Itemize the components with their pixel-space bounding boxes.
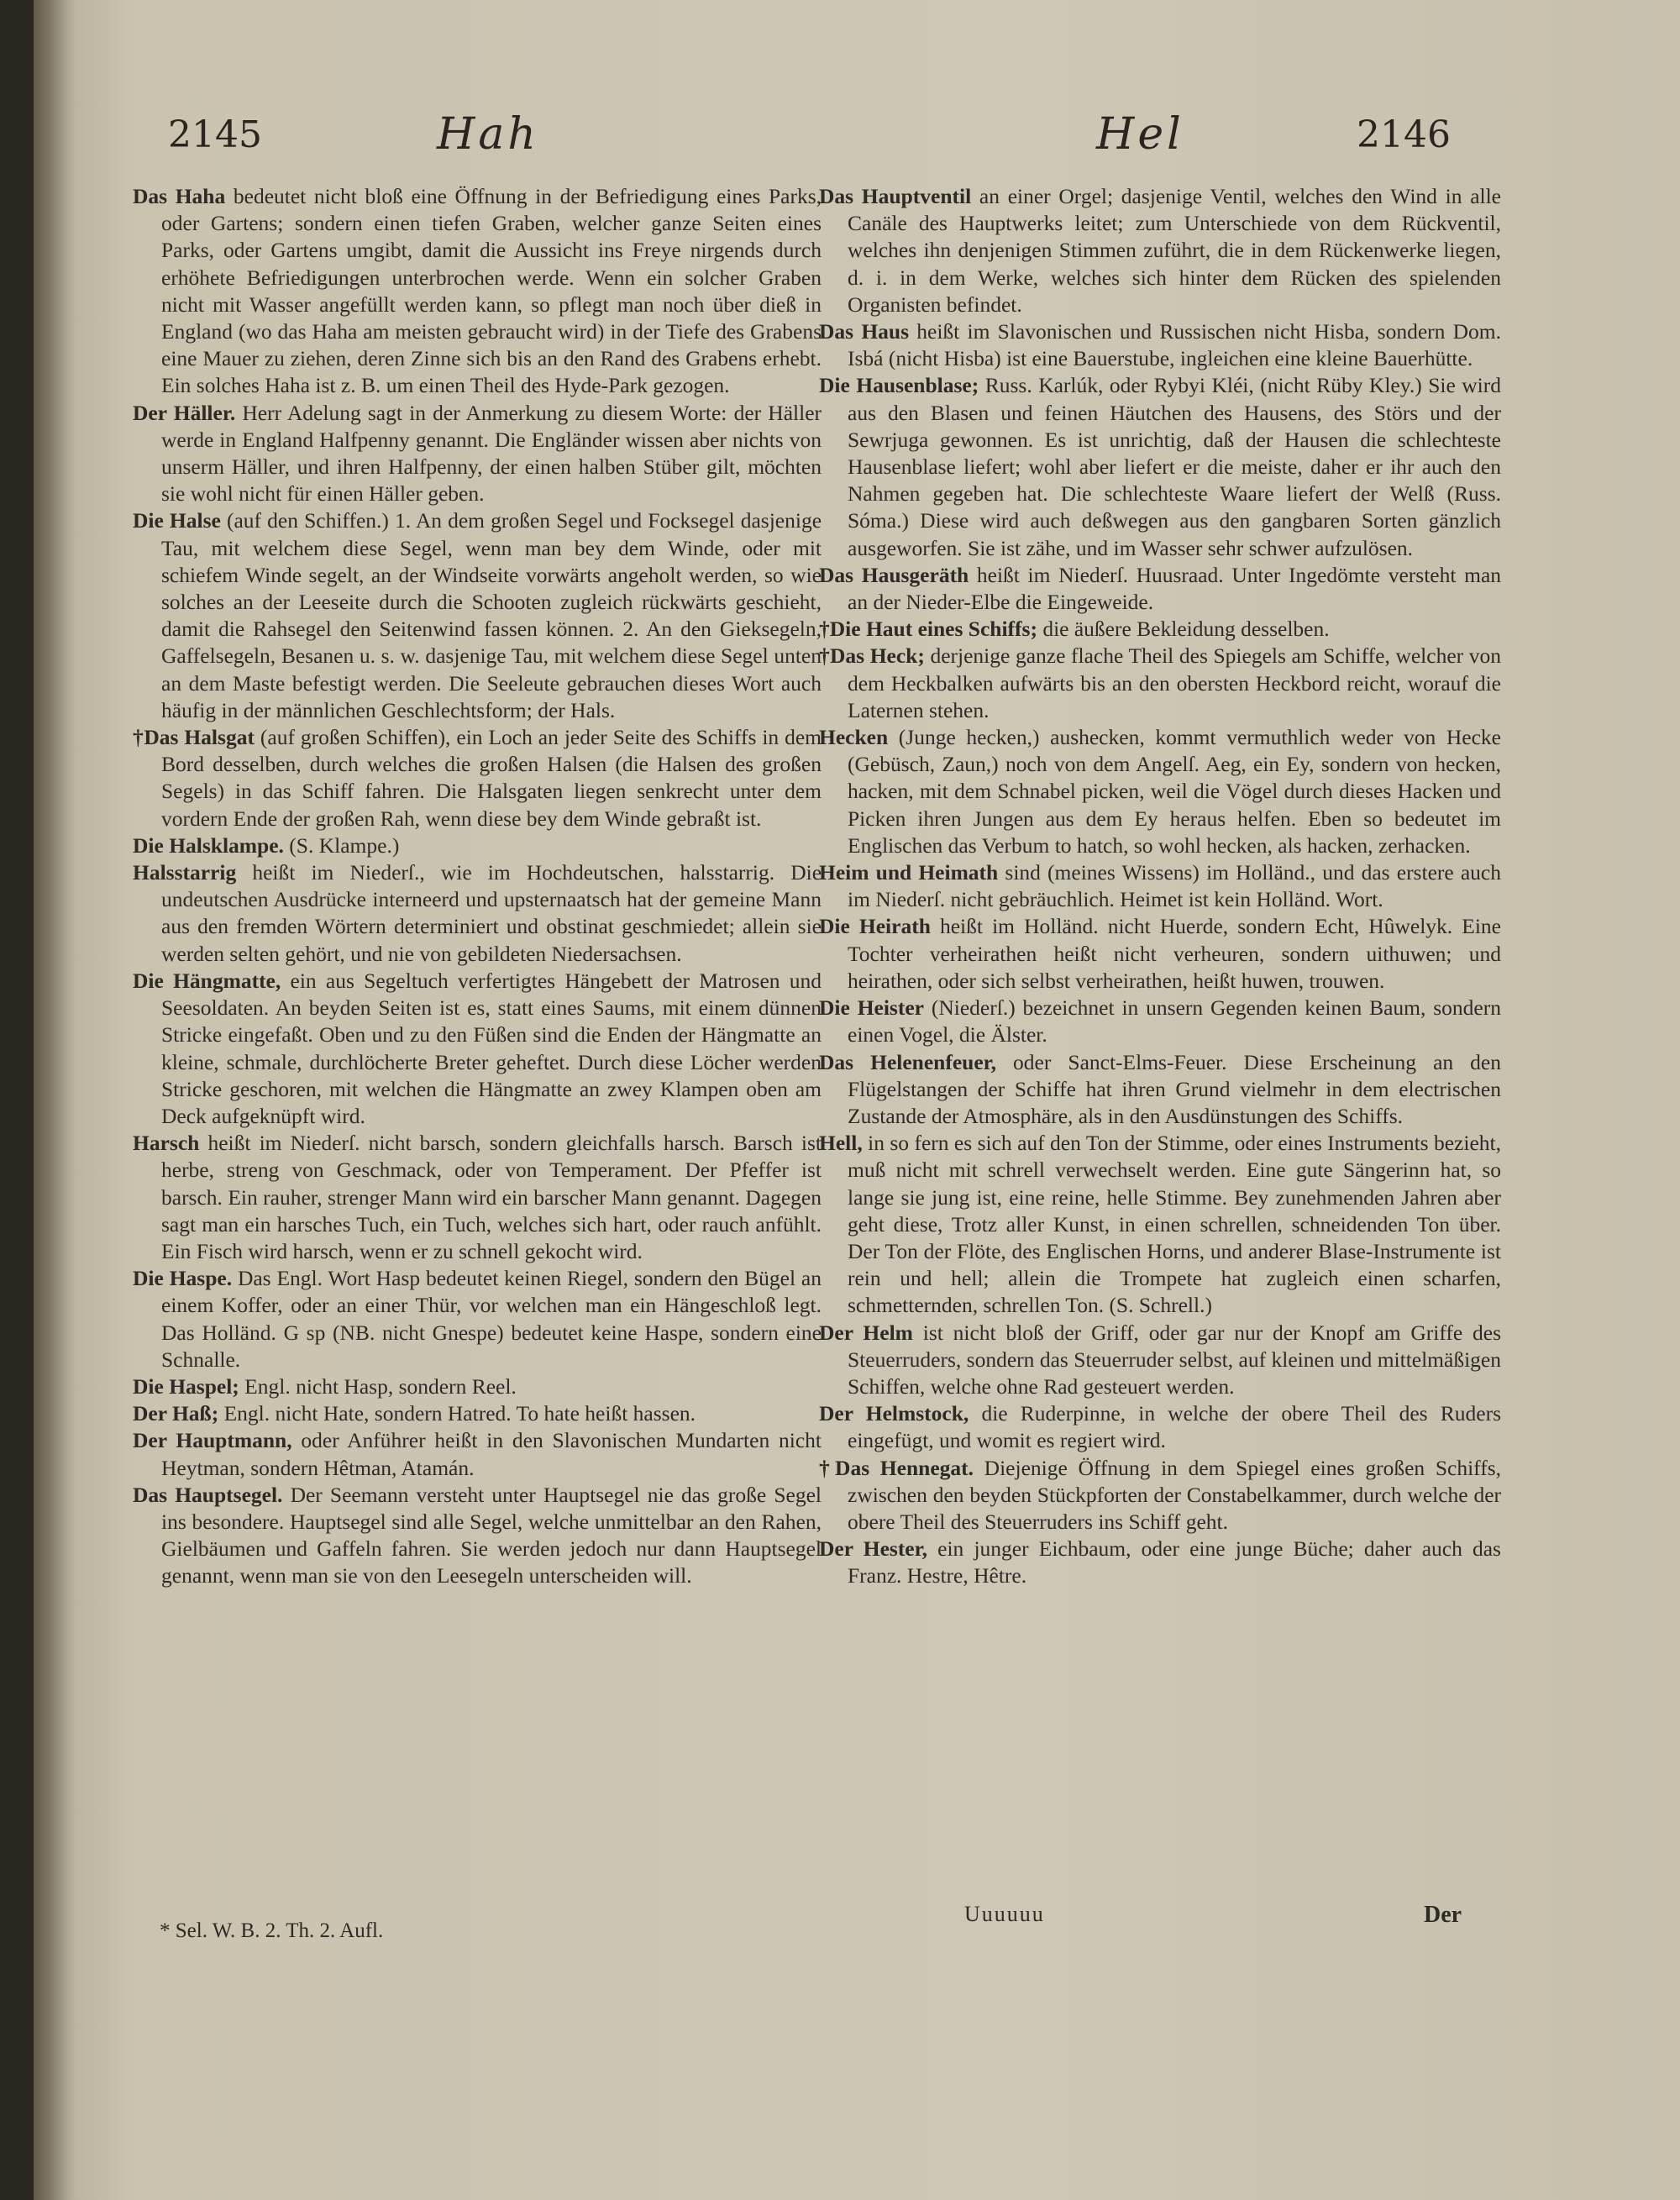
- dictionary-entry: [133, 1265, 822, 1373]
- entry-text: die äußere Bekleidung desselben.: [1042, 617, 1330, 642]
- entry-text: die Ruderpinne, in welche der obere Theil des Ruders eingefügt, und womit es regiert wird.: [848, 1401, 1501, 1453]
- footnote: * Sel. W. B. 2. Th. 2. Aufl.: [160, 1919, 384, 1942]
- entry-headword: Das Haus: [819, 319, 910, 344]
- right-running-head: Hel: [1096, 109, 1184, 160]
- dictionary-entry: [133, 968, 822, 1130]
- entry-text: oder Sanct-Elms-Feuer. Diese Erscheinung an den Flügelstangen der Schiffe hat ihren Grund vielmehr in dem electrischen Zustande der Atmosphäre, als in den Ausdünstungen des Schiffs.: [848, 1049, 1501, 1128]
- entry-headword: Der Hauptmann,: [133, 1428, 292, 1453]
- entry-headword: Der Helm: [819, 1320, 913, 1345]
- entry-headword: Die Haspe.: [133, 1266, 233, 1291]
- entry-headword: Die Heirath: [819, 914, 931, 939]
- entry-headword: Die Halse: [133, 508, 221, 533]
- left-column: [133, 183, 822, 1590]
- entry-text: Das Engl. Wort Hasp bedeutet keinen Riegel, sondern den Bügel an einem Koffer, oder an einer Thür, vor welchen man ein Hängeschloß legt. Das Holländ. G sp (NB. nicht Gnespe) bedeutet keine Haspe, sondern eine Schnalle.: [161, 1266, 822, 1372]
- dictionary-entry: [133, 183, 822, 400]
- entry-text: sind (meines Wissens) im Holländ., und das erstere auch im Niederſ. nicht gebräuchlich. Heimet ist kein Holländ. Wort.: [848, 860, 1501, 912]
- entry-text: (auf den Schiffen.) 1. An dem großen Segel und Focksegel dasjenige Tau, mit welchem diese Segel, wenn man bey dem Winde, oder mit schiefem Winde segelt, an der Windseite vorwärts angeholt werden, so wie solches an der Leeseite durch die Schooten zugleich rückwärts geschieht, damit die Rahsegel den Seitenwind fassen können. 2. An den Gieksegeln, Gaffelsegeln, Besanen u. s. w. dasjenige Tau, mit welchem diese Segel unten an dem Maste befestigt werden. Die Seeleute gebrauchen dieses Wort auch häufig in der männlichen Geschlechtsform; der Hals.: [161, 508, 822, 722]
- signature-mark: Uuuuuu: [964, 1902, 1045, 1926]
- dictionary-entry: [133, 724, 822, 832]
- entry-text: heißt im Niederſ., wie im Hochdeutschen, halsstarrig. Die undeutschen Ausdrücke interneerd und upsternaatsch hat der gemeine Mann aus den fremden Wörtern determiniert und obstinat geschmiedet; allein sie werden selten gehört, und nie von gebildeten Niedersachsen.: [161, 860, 822, 966]
- dictionary-entry: [819, 859, 1501, 913]
- entry-headword: Halsstarrig: [133, 860, 237, 885]
- entry-headword: Der Hester,: [819, 1536, 927, 1562]
- dictionary-entry: [133, 507, 822, 724]
- right-page-number: 2146: [1357, 113, 1451, 156]
- gutter-shadow: [34, 0, 76, 2200]
- book-page: [34, 0, 1680, 2200]
- entry-text: (S. Klampe.): [289, 832, 400, 858]
- dictionary-entry: [819, 1455, 1501, 1536]
- dictionary-entry: [133, 1130, 822, 1265]
- entry-headword: †Das Halsgat: [133, 725, 255, 750]
- entry-text: an einer Orgel; dasjenige Ventil, welches den Wind in alle Canäle des Hauptwerks leitet; zum Unterschiede von dem Rückventil, welches ihn denjenigen Stimmen zuführt, die in dem Rückenwerke liegen, d. i. in dem Werke, welches sich hinter dem Rücken des spielenden Organisten befindet.: [848, 184, 1501, 317]
- dictionary-entry: [133, 1400, 822, 1427]
- dictionary-entry: [819, 1536, 1501, 1589]
- entry-text: ein junger Eichbaum, oder eine junge Büche; daher auch das Franz. Hestre, Hêtre.: [848, 1536, 1501, 1588]
- entry-headword: Die Haspel;: [133, 1373, 239, 1399]
- entry-text: oder Anführer heißt in den Slavonischen Mundarten nicht Heytman, sondern Hêtman, Atamán.: [161, 1428, 822, 1480]
- entry-headword: Die Hausenblase;: [819, 373, 979, 398]
- dictionary-entry: [819, 913, 1501, 995]
- dictionary-entry: [819, 562, 1501, 616]
- entry-text: heißt im Niederſ. nicht barsch, sondern gleichfalls harsch. Barsch ist herbe, streng von Geschmack, oder von Temperament. Der Pfeffer ist barsch. Ein rauher, strenger Mann wird ein barscher Mann genannt. Dagegen sagt man ein harsches Tuch, ein Tuch, welches sich hart, oder rauch anfühlt. Ein Fisch wird harsch, wenn er zu schnell gekocht wird.: [161, 1131, 822, 1263]
- dictionary-entry: [819, 1130, 1501, 1319]
- dictionary-entry: [819, 643, 1501, 724]
- catchword: Der: [1424, 1902, 1462, 1928]
- dictionary-entry: [133, 859, 822, 968]
- dictionary-entry: [133, 400, 822, 508]
- entry-headword: Die Hängmatte,: [133, 968, 281, 993]
- dictionary-entry: [819, 1320, 1501, 1401]
- entry-text: heißt im Slavonischen und Russischen nicht Hisba, sondern Dom. Isbá (nicht Hisba) ist eine Bauerstube, ingleichen eine kleine Bauerhütte.: [848, 319, 1502, 371]
- left-running-head: Hah: [437, 109, 539, 160]
- entry-text: Engl. nicht Hate, sondern Hatred. To hate heißt hassen.: [223, 1401, 696, 1426]
- right-column: [819, 183, 1501, 1590]
- entry-headword: Der Helmstock,: [819, 1401, 969, 1426]
- left-page-number: 2145: [168, 113, 262, 156]
- dictionary-entry: [819, 183, 1501, 318]
- entry-text: Der Seemann versteht unter Hauptsegel nie das große Segel ins besondere. Hauptsegel sind alle Segel, welche unmittelbar an den Rahen, Gielbäumen und Gaffeln fahren. Sie werden jedoch nur dann Hauptsegel genannt, wenn man sie von den Leesegeln unterscheiden will.: [161, 1482, 822, 1588]
- entry-text: ein aus Segeltuch verfertigtes Hängebett der Matrosen und Seesoldaten. An beyden Seiten ist es, statt eines Saums, mit einem dünnen Stricke eingefaßt. Oben und zu den Füßen sind die Enden der Hängmatte an kleine, schmale, durchlöcherte Breter geheftet. Durch diese Löcher werden Stricke geschoren, mit welchen die Hängmatte an zwey Klampen oben am Deck aufgeknüpft wird.: [161, 968, 822, 1128]
- entry-headword: †Die Haut eines Schiffs;: [819, 617, 1037, 642]
- entry-headword: Hell,: [819, 1131, 863, 1156]
- entry-headword: Die Halsklampe.: [133, 832, 284, 858]
- entry-headword: †Das Heck;: [819, 643, 925, 669]
- entry-text: (Junge hecken,) aushecken, kommt vermuthlich weder von Hecke (Gebüsch, Zaun,) noch von dem Angelſ. Aeg, ein Ey, sondern von hecken, hacken, mit dem Schnabel picken, weil die Vögel durch dieses Hacken und Picken ihren Jungen aus dem Ey heraus helfen. Eben so bedeutet im Englischen das Verbum to hatch, so wohl hecken, als hacken, zerhacken.: [848, 725, 1501, 858]
- entry-headword: Das Hauptventil: [819, 184, 972, 208]
- dictionary-entry: [133, 1373, 822, 1400]
- entry-headword: †Das Hennegat.: [819, 1455, 974, 1480]
- dictionary-entry: [819, 372, 1501, 561]
- entry-text: in so fern es sich auf den Ton der Stimme, oder eines Instruments bezieht, muß nicht mit schrell verwechselt werden. Eine gute Sängerinn hat, so lange sie jung ist, eine reine, helle Stimme. Bey zunehmenden Jahren aber geht diese, Trotz aller Kunst, in einen schrellen, schneidenden Ton über. Der Ton der Flöte, des Englischen Horns, und anderer Blase-Instrumente ist rein und hell; allein die Trompete hat zugleich einen scharfen, schmetternden, schrellen Ton. (S. Schrell.): [848, 1131, 1501, 1318]
- entry-text: heißt im Holländ. nicht Huerde, sondern Echt, Hûwelyk. Eine Tochter verheirathen heißt nicht verheuren, sondern uithuwen; und heirathen, oder sich selbst verheirathen, heißt huwen, trouwen.: [848, 914, 1501, 993]
- dictionary-entry: [819, 318, 1501, 372]
- entry-text: Russ. Karlúk, oder Rybyi Kléi, (nicht Rüby Kley.) Sie wird aus den Blasen und feinen Häutchen des Hausens, des Störs und der Sewrjuga gewonnen. Es ist unrichtig, daß der Hausen die schlechteste Hausenblase liefert; wohl aber liefert er die meiste, daher er ihr auch den Nahmen gegeben hat. Die schlechteste Waare liefert der Welß (Russ. Sóma.) Diese wird auch deßwegen aus den gangbaren Sorten gänzlich ausgeworfen. Sie ist zähe, und im Wasser sehr schwer aufzulösen.: [848, 373, 1501, 560]
- dictionary-entry: [133, 1482, 822, 1590]
- entry-text: Herr Adelung sagt in der Anmerkung zu diesem Worte: der Häller werde in England Halfpenny genannt. Die Engländer wissen aber nichts von unserm Häller, und ihren Halfpenny, der einen halben Stüber gilt, möchten sie wohl nicht für einen Häller geben.: [161, 400, 822, 507]
- dictionary-entry: [133, 832, 822, 859]
- entry-text: heißt im Niederſ. Huusraad. Unter Ingedömte versteht man an der Nieder-Elbe die Eingeweide.: [848, 562, 1502, 615]
- entry-text: ist nicht bloß der Griff, oder gar nur der Knopf am Griffe des Steuerruders, sondern das Steuerruder selbst, auf kleinen und mittelmäßigen Schiffen, welche ohne Rad gesteuert werden.: [848, 1320, 1502, 1399]
- entry-headword: Der Haß;: [133, 1401, 219, 1426]
- dictionary-entry: [133, 1427, 822, 1481]
- entry-headword: Hecken: [819, 725, 889, 750]
- entry-headword: Das Helenenfeuer,: [819, 1049, 997, 1074]
- entry-headword: Der Häller.: [133, 400, 236, 425]
- entry-headword: Das Hauptsegel.: [133, 1482, 283, 1507]
- entry-text: Engl. nicht Hasp, sondern Reel.: [244, 1373, 517, 1399]
- entry-headword: Das Hausgeräth: [819, 562, 969, 587]
- dictionary-entry: [819, 995, 1501, 1048]
- entry-text: (Niederſ.) bezeichnet in unsern Gegenden keinen Baum, sondern einen Vogel, die Älster.: [848, 995, 1501, 1047]
- entry-headword: Harsch: [133, 1131, 200, 1156]
- entry-headword: Die Heister: [819, 995, 924, 1021]
- entry-headword: Heim und Heimath: [819, 860, 999, 885]
- entry-headword: Das Haha: [133, 184, 226, 208]
- entry-text: Diejenige Öffnung in dem Spiegel eines großen Schiffs, zwischen den beyden Stückpforten der Constabelkammer, durch welche der obere Theil des Steuerruders ins Schiff geht.: [848, 1455, 1501, 1534]
- entry-text: (auf großen Schiffen), ein Loch an jeder Seite des Schiffs in dem Bord desselben, durch welches die großen Halsen (die Halsen des großen Segels) in das Schiff fahren. Die Halsgaten liegen senkrecht unter dem vordern Ende der großen Rah, wenn diese bey dem Winde gebraßt ist.: [161, 725, 822, 831]
- entry-text: bedeutet nicht bloß eine Öffnung in der Befriedigung eines Parks, oder Gartens; sondern einen tiefen Graben, welcher ganze Seiten eines Parks, oder Gartens umgibt, damit die Aussicht ins Freye nirgends durch erhöhete Befriedigungen unterbrochen werde. Wenn ein solcher Graben nicht mit Wasser angefüllt werden kann, so pflegt man noch über dieß in England (wo das Haha am meisten gebraucht wird) in der Tiefe des Grabens eine Mauer zu ziehen, deren Zinne sich bis an den Rand des Grabens erhebt. Ein solches Haha ist z. B. um einen Theil des Hyde-Park gezogen.: [161, 184, 822, 398]
- dictionary-entry: [819, 616, 1501, 643]
- dictionary-entry: [819, 1049, 1501, 1131]
- entry-text: derjenige ganze flache Theil des Spiegels am Schiffe, welcher von dem Heckbalken aufwärts bis an den obersten Heckbord reicht, worauf die Laternen stehen.: [848, 643, 1502, 722]
- dictionary-entry: [819, 724, 1501, 859]
- dictionary-entry: [819, 1400, 1501, 1454]
